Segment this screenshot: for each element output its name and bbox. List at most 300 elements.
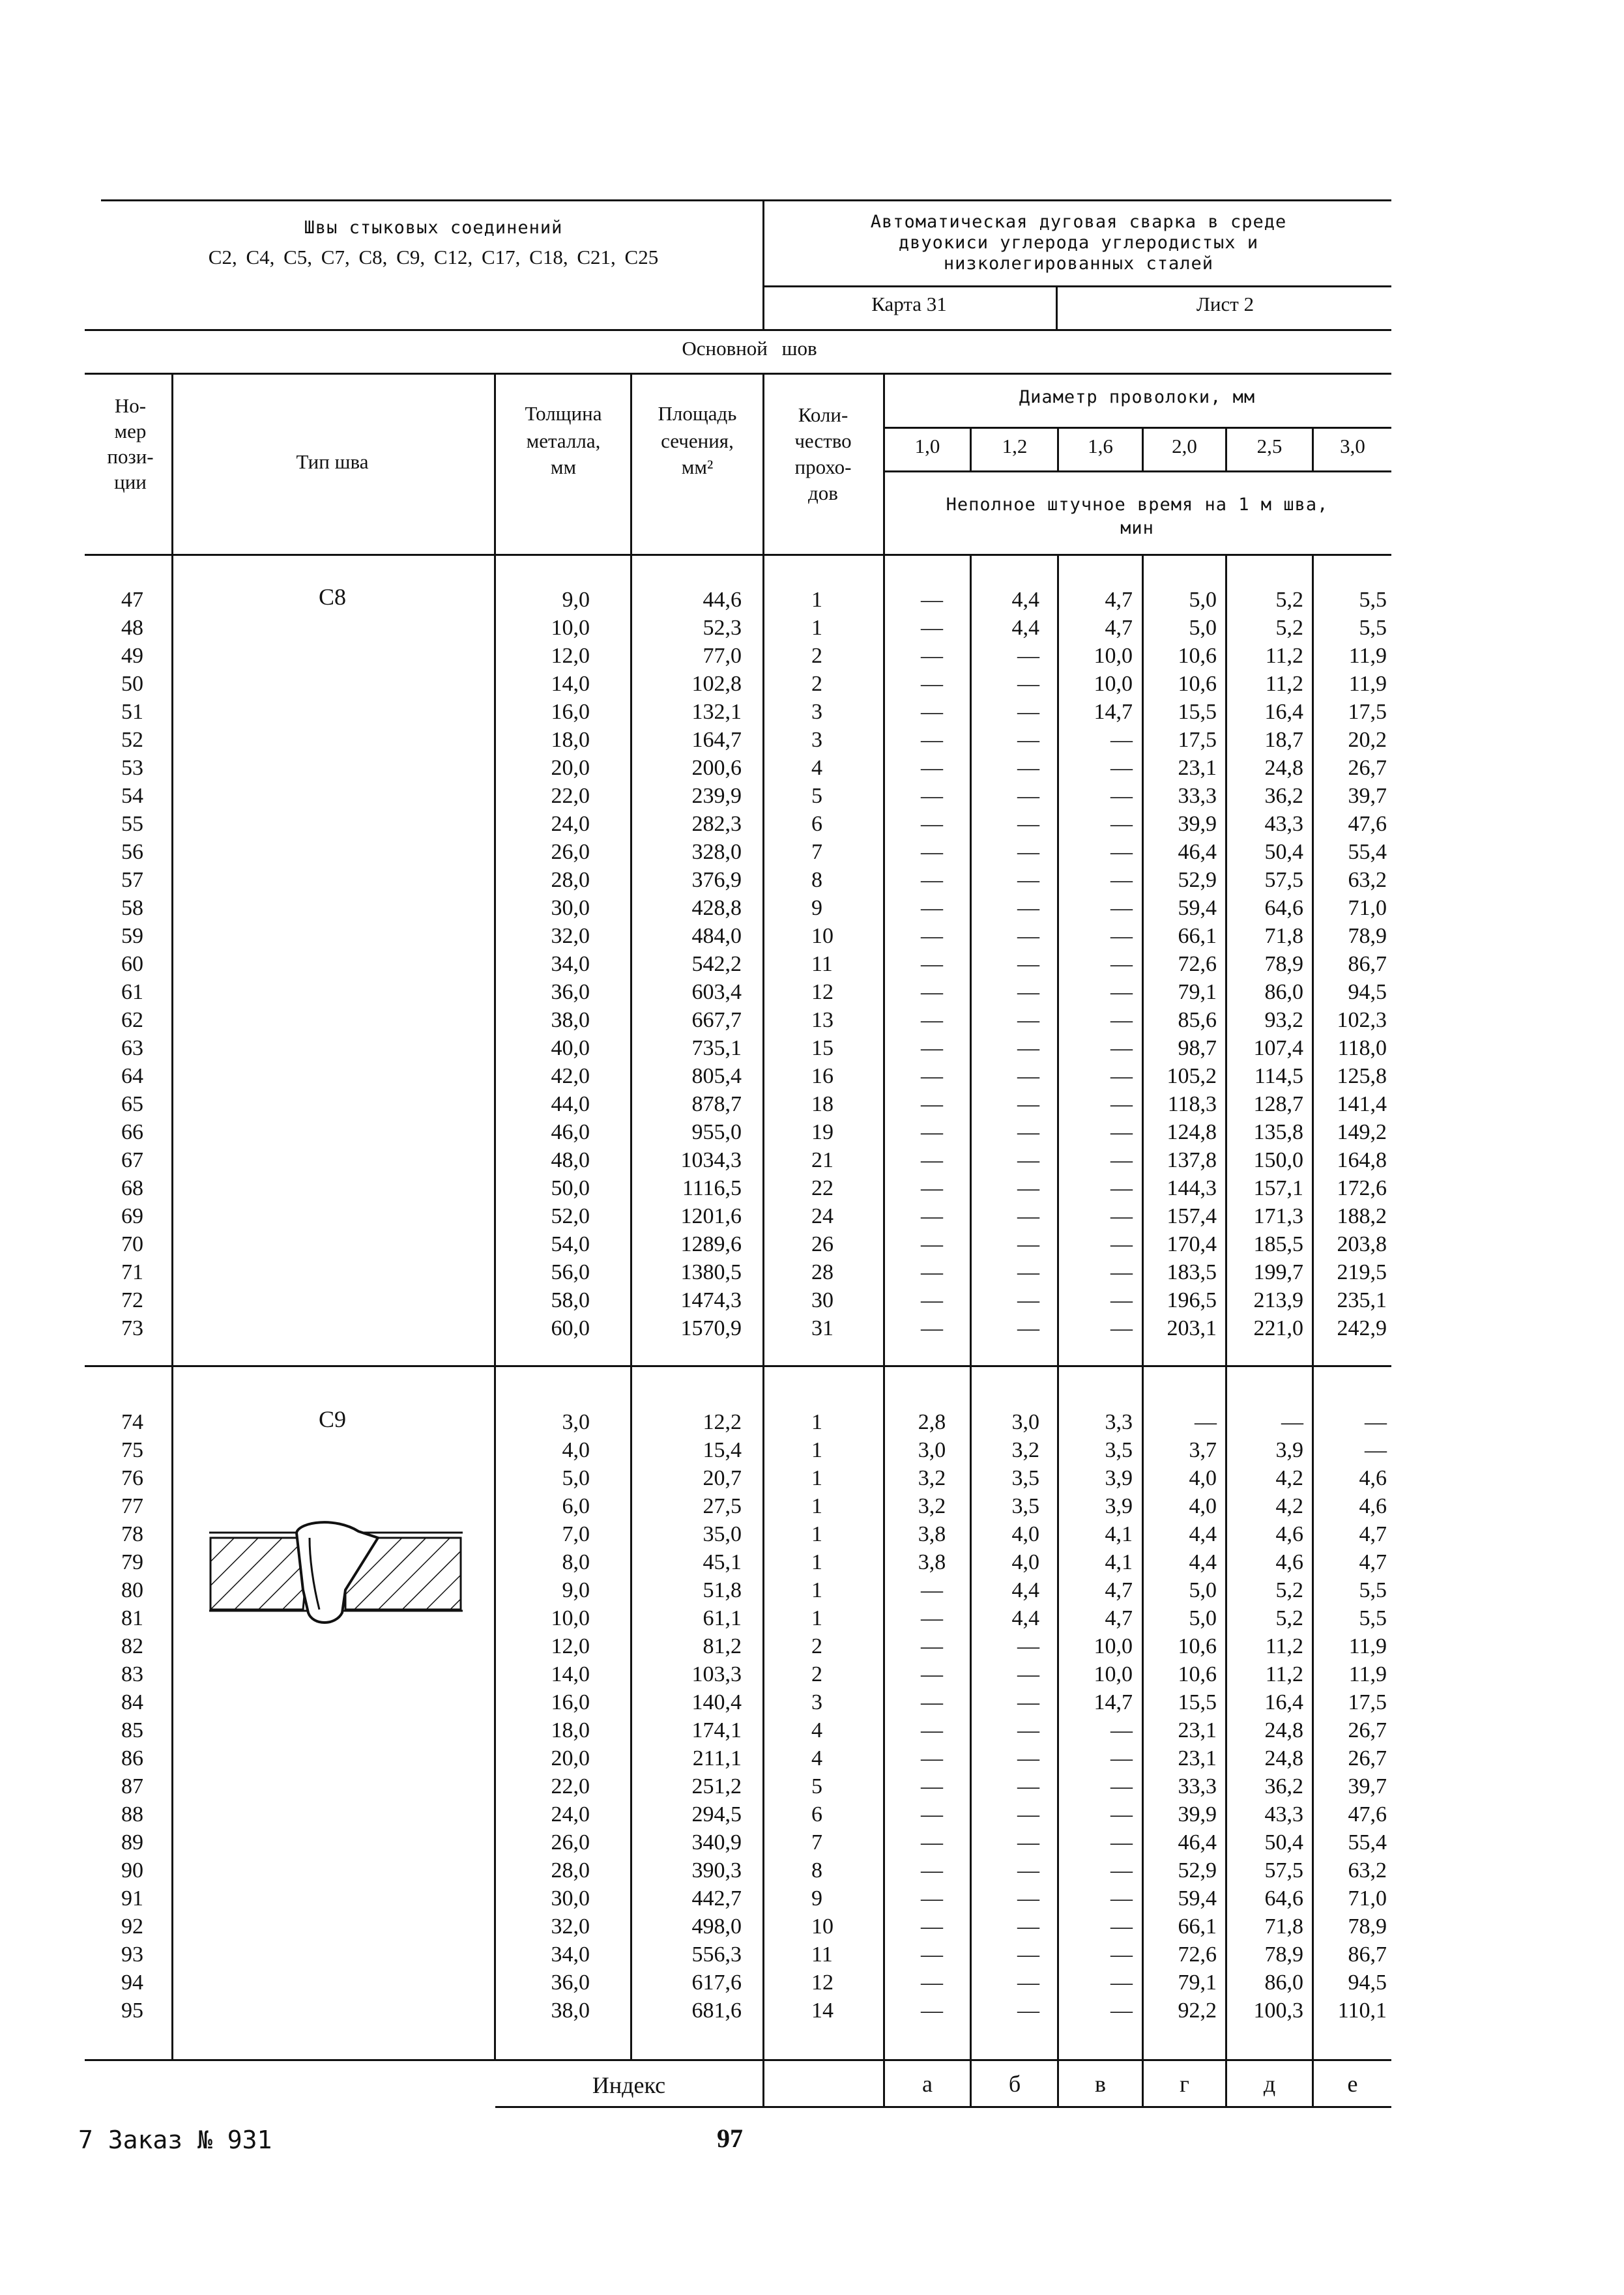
table-cell: — [1110,1942,1133,1967]
table-cell: 38,0 [551,1999,590,2023]
table-cell: — [1110,812,1133,836]
table-cell: 7 [811,840,822,864]
table-cell: 7,0 [562,1522,590,1546]
table-cell: 3,7 [1189,1438,1217,1462]
table-cell: 188,2 [1337,1204,1387,1228]
table-cell: — [921,1148,943,1172]
table-cell: 81,2 [703,1634,742,1658]
table-cell: 12 [811,980,834,1004]
table-cell: 77 [121,1494,143,1518]
col-d-1-6: 1,6 [1088,435,1113,457]
table-cell: — [1017,1914,1039,1939]
block-c8-positions [91,586,143,1342]
table-cell: 69 [121,1204,143,1228]
table-cell: — [1017,1092,1039,1116]
col-thickness-3: мм [550,455,577,478]
block-c9-d30 [1315,1408,1387,2025]
col-time-1: Неполное штучное время на 1 м шва, [946,495,1329,515]
table-cell: 157,4 [1167,1204,1217,1228]
table-cell: 18,0 [551,1718,590,1742]
table-cell: 2,8 [918,1410,946,1434]
table-cell: 328,0 [691,840,742,864]
table-cell: 6 [811,812,822,836]
table-cell: 55 [121,812,143,836]
table-cell: — [921,840,943,864]
table-cell: 73 [121,1316,143,1340]
table-cell: 3,5 [1011,1466,1039,1490]
table-cell: — [1017,1690,1039,1714]
index-label: Индекс [592,2072,666,2098]
table-cell: 20,0 [551,756,590,780]
table-cell: 18,7 [1264,728,1303,752]
table-cell: 10,0 [551,616,590,640]
table-cell: — [1110,1092,1133,1116]
table-cell: 3,9 [1105,1494,1133,1518]
sheet-number: Лист 2 [1196,293,1254,315]
table-cell: — [921,1634,943,1658]
table-cell: 11 [811,952,833,976]
header-right-title-1: Автоматическая дуговая сварка в среде [870,212,1287,232]
table-cell: 9 [811,1886,822,1911]
table-cell: 82 [121,1634,143,1658]
block-c9-d25 [1228,1408,1303,2025]
table-cell: 955,0 [691,1120,742,1144]
table-cell: 2 [811,644,822,668]
table-cell: 4,4 [1011,616,1039,640]
table-cell: 35,0 [703,1522,742,1546]
table-cell: 16,0 [551,1690,590,1714]
table-cell: 11,2 [1265,644,1303,668]
table-cell: — [1110,1148,1133,1172]
table-cell: 3 [811,728,822,752]
table-cell: 50,0 [551,1176,590,1200]
table-cell: 5,0 [1189,1578,1217,1602]
table-cell: 16,4 [1264,700,1303,724]
table-cell: 667,7 [691,1008,742,1032]
table-cell: 45,1 [703,1550,742,1574]
table-cell: 71,0 [1348,1886,1387,1911]
table-cell: 93,2 [1264,1008,1303,1032]
table-cell: — [1365,1438,1387,1462]
table-cell: 43,3 [1264,1802,1303,1826]
table-cell: 1 [811,1578,822,1602]
table-cell: — [921,1232,943,1256]
table-cell: 5 [811,1774,822,1798]
table-cell: 251,2 [691,1774,742,1798]
table-cell: 51 [121,700,143,724]
rule-d-h2 [1057,427,1059,470]
block-c9-d20 [1144,1408,1217,2025]
table-cell: — [921,980,943,1004]
table-cell: 23,1 [1178,1746,1217,1770]
table-cell: 8,0 [562,1550,590,1574]
block-c9-d10 [906,1408,958,2025]
table-cell: 95 [121,1999,143,2023]
table-cell: 235,1 [1337,1288,1387,1312]
table-cell: — [1017,700,1039,724]
table-cell: 85,6 [1178,1008,1217,1032]
table-cell: 71,8 [1264,1914,1303,1939]
table-cell: 1 [811,1550,822,1574]
table-cell: 4,7 [1105,1578,1133,1602]
table-cell: 28,0 [551,1858,590,1883]
table-cell: 63,2 [1348,868,1387,892]
table-cell: — [921,1606,943,1630]
table-cell: 17,5 [1178,728,1217,752]
table-cell: 12,0 [551,1634,590,1658]
table-cell: — [1110,1288,1133,1312]
rule-top [101,199,1391,201]
table-cell: 10,6 [1178,1634,1217,1658]
table-cell: — [1017,672,1039,696]
table-cell: 6,0 [562,1494,590,1518]
table-cell: 140,4 [691,1690,742,1714]
table-cell: 183,5 [1167,1260,1217,1284]
table-cell: 75 [121,1438,143,1462]
table-cell: 3,2 [918,1494,946,1518]
table-cell: 174,1 [691,1718,742,1742]
rule-col-thickness [630,373,632,2059]
table-cell: — [921,1176,943,1200]
table-cell: — [921,616,943,640]
table-cell: 200,6 [691,756,742,780]
table-cell: 48,0 [551,1148,590,1172]
table-cell: 4,4 [1011,1578,1039,1602]
table-cell: — [1017,952,1039,976]
card-number: Карта 31 [871,293,947,315]
table-cell: 74 [121,1410,143,1434]
table-cell: 86,0 [1264,980,1303,1004]
table-cell: — [1017,1634,1039,1658]
table-cell: — [921,1802,943,1826]
table-cell: 107,4 [1253,1036,1303,1060]
table-cell: 6 [811,1802,822,1826]
table-cell: 282,3 [691,812,742,836]
table-cell: — [1017,1970,1039,1995]
table-cell: — [921,1970,943,1995]
table-cell: 44,6 [703,588,742,612]
col-d-3-0: 3,0 [1340,435,1365,457]
table-cell: 59,4 [1178,1886,1217,1911]
table-cell: 219,5 [1337,1260,1387,1284]
table-cell: 4,1 [1105,1522,1133,1546]
table-cell: 5,0 [1189,616,1217,640]
table-cell: — [921,1316,943,1340]
table-cell: 442,7 [691,1886,742,1911]
table-cell: — [1110,1008,1133,1032]
col-passes-4: дов [808,482,838,504]
table-cell: 5,2 [1275,616,1303,640]
table-cell: 23,1 [1178,756,1217,780]
table-cell: 4,6 [1275,1522,1303,1546]
table-cell: 4 [811,756,822,780]
table-cell: 24,8 [1264,1746,1303,1770]
table-cell: 185,5 [1253,1232,1303,1256]
table-cell: — [1017,644,1039,668]
table-cell: — [921,1830,943,1855]
table-cell: 8 [811,1858,822,1883]
table-cell: — [1017,1288,1039,1312]
table-cell: 26,0 [551,1830,590,1855]
table-cell: 11,2 [1265,1634,1303,1658]
table-cell: 58,0 [551,1288,590,1312]
table-cell: — [1110,1970,1133,1995]
table-cell: 5,2 [1275,588,1303,612]
table-cell: 498,0 [691,1914,742,1939]
table-cell: 46,4 [1178,1830,1217,1855]
table-cell: — [1110,1774,1133,1798]
table-cell: 92 [121,1914,143,1939]
table-cell: 4,7 [1359,1550,1387,1574]
rule-col-type [494,373,496,2059]
table-cell: 86,7 [1348,952,1387,976]
footer-order: 7 Заказ № 931 [78,2126,272,2154]
table-cell: 52,3 [703,616,742,640]
table-cell: — [921,1858,943,1883]
table-cell: 47,6 [1348,812,1387,836]
table-cell: 239,9 [691,784,742,808]
table-cell: — [1017,1830,1039,1855]
table-cell: — [921,644,943,668]
table-cell: — [921,672,943,696]
table-cell: — [1017,1746,1039,1770]
table-cell: 132,1 [691,700,742,724]
rule-d-1 [970,554,972,2106]
table-cell: 1116,5 [682,1176,742,1200]
table-cell: — [1110,924,1133,948]
table-cell: 211,1 [692,1746,742,1770]
table-cell: 3,0 [1011,1410,1039,1434]
table-cell: 28 [811,1260,834,1284]
table-cell: 18 [811,1092,834,1116]
table-cell: — [921,1120,943,1144]
col-passes-2: чество [794,429,852,452]
table-cell: 11,2 [1265,672,1303,696]
table-cell: 20,2 [1348,728,1387,752]
table-cell: 86 [121,1746,143,1770]
table-cell: 40,0 [551,1036,590,1060]
table-cell: 128,7 [1253,1092,1303,1116]
table-cell: 33,3 [1178,784,1217,808]
table-cell: 10 [811,1914,834,1939]
table-cell: 94,5 [1348,1970,1387,1995]
table-cell: 3,5 [1105,1438,1133,1462]
table-cell: 33,3 [1178,1774,1217,1798]
table-cell: 2 [811,672,822,696]
block-c8-area [645,586,742,1342]
section-title: Основной шов [682,337,817,360]
table-cell: 3,0 [562,1410,590,1434]
col-area-1: Площадь [658,402,737,425]
table-cell: 39,9 [1178,812,1217,836]
block-c8-thickness [508,586,590,1342]
table-cell: — [1110,1746,1133,1770]
table-cell: 78,9 [1348,924,1387,948]
table-cell: 7 [811,1830,822,1855]
table-cell: 4,7 [1359,1522,1387,1546]
table-cell: 38,0 [551,1008,590,1032]
table-cell: 85 [121,1718,143,1742]
table-cell: 428,8 [691,896,742,920]
table-cell: — [1110,952,1133,976]
table-cell: — [1017,1718,1039,1742]
block-c8-d12 [978,586,1039,1342]
table-cell: 61,1 [703,1606,742,1630]
table-cell: 14,7 [1094,1690,1133,1714]
table-cell: 60 [121,952,143,976]
table-cell: 4,2 [1275,1466,1303,1490]
table-cell: 1 [811,616,822,640]
table-cell: 24,8 [1264,756,1303,780]
table-cell: — [1110,1036,1133,1060]
table-cell: 542,2 [691,952,742,976]
table-cell: 5,2 [1275,1606,1303,1630]
table-cell: 16,0 [551,700,590,724]
table-cell: 78 [121,1522,143,1546]
table-cell: 67 [121,1148,143,1172]
table-cell: 50,4 [1264,840,1303,864]
table-cell: 15,4 [703,1438,742,1462]
table-cell: 199,7 [1253,1260,1303,1284]
table-cell: — [1017,1774,1039,1798]
table-cell: 10,6 [1178,672,1217,696]
table-cell: 15,5 [1178,1690,1217,1714]
table-cell: — [1110,896,1133,920]
col-thickness-2: металла, [526,429,601,452]
table-cell: 1474,3 [680,1288,742,1312]
col-d-2-0: 2,0 [1172,435,1197,457]
table-cell: — [1017,896,1039,920]
table-cell: 47 [121,588,143,612]
table-cell: 4,0 [1011,1550,1039,1574]
table-cell: 34,0 [551,1942,590,1967]
table-cell: 5,0 [562,1466,590,1490]
rule-d-4 [1225,554,1227,2106]
table-cell: — [921,756,943,780]
table-cell: 4,0 [1189,1466,1217,1490]
table-cell: 57,5 [1264,868,1303,892]
table-cell: 89 [121,1830,143,1855]
table-cell: 52,9 [1178,868,1217,892]
table-cell: 10 [811,924,834,948]
table-cell: 137,8 [1167,1148,1217,1172]
table-cell: 36,0 [551,980,590,1004]
table-cell: 91 [121,1886,143,1911]
table-cell: — [1017,1176,1039,1200]
table-cell: 3,9 [1275,1438,1303,1462]
col-area-3: мм² [681,455,714,478]
table-cell: 52,9 [1178,1858,1217,1883]
table-cell: 87 [121,1774,143,1798]
rule-block-separator [85,1365,1391,1367]
table-cell: 10,0 [1094,1634,1133,1658]
table-cell: — [1365,1410,1387,1434]
table-cell: 54 [121,784,143,808]
table-cell: 79,1 [1178,980,1217,1004]
rule-card-top [762,285,1391,287]
table-cell: 56,0 [551,1260,590,1284]
table-cell: 77,0 [703,644,742,668]
table-cell: 164,8 [1337,1148,1387,1172]
table-cell: 4,7 [1105,616,1133,640]
rule-index-bottom [495,2106,1391,2108]
table-cell: 17,5 [1348,1690,1387,1714]
table-cell: 64,6 [1264,896,1303,920]
header-right-title-3: низколегированных сталей [943,253,1214,274]
table-cell: 20,0 [551,1746,590,1770]
table-cell: 32,0 [551,1914,590,1939]
table-cell: 5,0 [1189,588,1217,612]
block-c8-d25 [1228,586,1303,1342]
table-cell: 10,0 [1094,1662,1133,1686]
table-cell: — [1017,1942,1039,1967]
table-cell: — [1017,784,1039,808]
table-cell: 92,2 [1178,1999,1217,2023]
table-cell: 16 [811,1064,834,1088]
table-cell: 46,4 [1178,840,1217,864]
table-cell: 70 [121,1232,143,1256]
block-c9-positions [91,1408,143,2025]
table-cell: — [1110,1858,1133,1883]
table-cell: — [1017,1260,1039,1284]
table-cell: 1289,6 [680,1232,742,1256]
table-cell: 79 [121,1550,143,1574]
table-cell: 3,8 [918,1550,946,1574]
table-cell: 3,2 [1011,1438,1039,1462]
table-cell: 1034,3 [680,1148,742,1172]
table-cell: 11,9 [1348,1634,1387,1658]
table-cell: — [1017,1064,1039,1088]
table-cell: — [1110,1914,1133,1939]
table-cell: — [1110,868,1133,892]
table-cell: 4,4 [1189,1522,1217,1546]
table-cell: 62 [121,1008,143,1032]
table-cell: 203,1 [1167,1316,1217,1340]
table-cell: 22,0 [551,784,590,808]
table-cell: 4,7 [1105,1606,1133,1630]
table-cell: 52,0 [551,1204,590,1228]
index-b: б [1008,2071,1021,2097]
table-cell: 157,1 [1253,1176,1303,1200]
table-cell: — [921,1662,943,1686]
table-cell: 59,4 [1178,896,1217,920]
table-cell: 203,8 [1337,1232,1387,1256]
table-cell: 681,6 [691,1999,742,2023]
table-cell: 34,0 [551,952,590,976]
table-cell: — [1017,1316,1039,1340]
table-cell: 221,0 [1253,1316,1303,1340]
table-cell: 26,7 [1348,1746,1387,1770]
table-cell: 36,0 [551,1970,590,1995]
table-cell: 90 [121,1858,143,1883]
table-cell: 1 [811,1522,822,1546]
block-c8-passes [811,586,877,1342]
table-cell: 46,0 [551,1120,590,1144]
table-cell: 86,0 [1264,1970,1303,1995]
table-cell: 4,0 [1189,1494,1217,1518]
table-cell: — [921,1942,943,1967]
table-cell: 14,0 [551,672,590,696]
table-cell: 125,8 [1337,1064,1387,1088]
table-cell: 196,5 [1167,1288,1217,1312]
rule-diameter-bottom [883,470,1391,472]
table-cell: — [921,1288,943,1312]
table-cell: 12 [811,1970,834,1995]
table-cell: 66,1 [1178,924,1217,948]
table-cell: 4,4 [1189,1550,1217,1574]
table-cell: 26,7 [1348,1718,1387,1742]
table-cell: 12,0 [551,644,590,668]
